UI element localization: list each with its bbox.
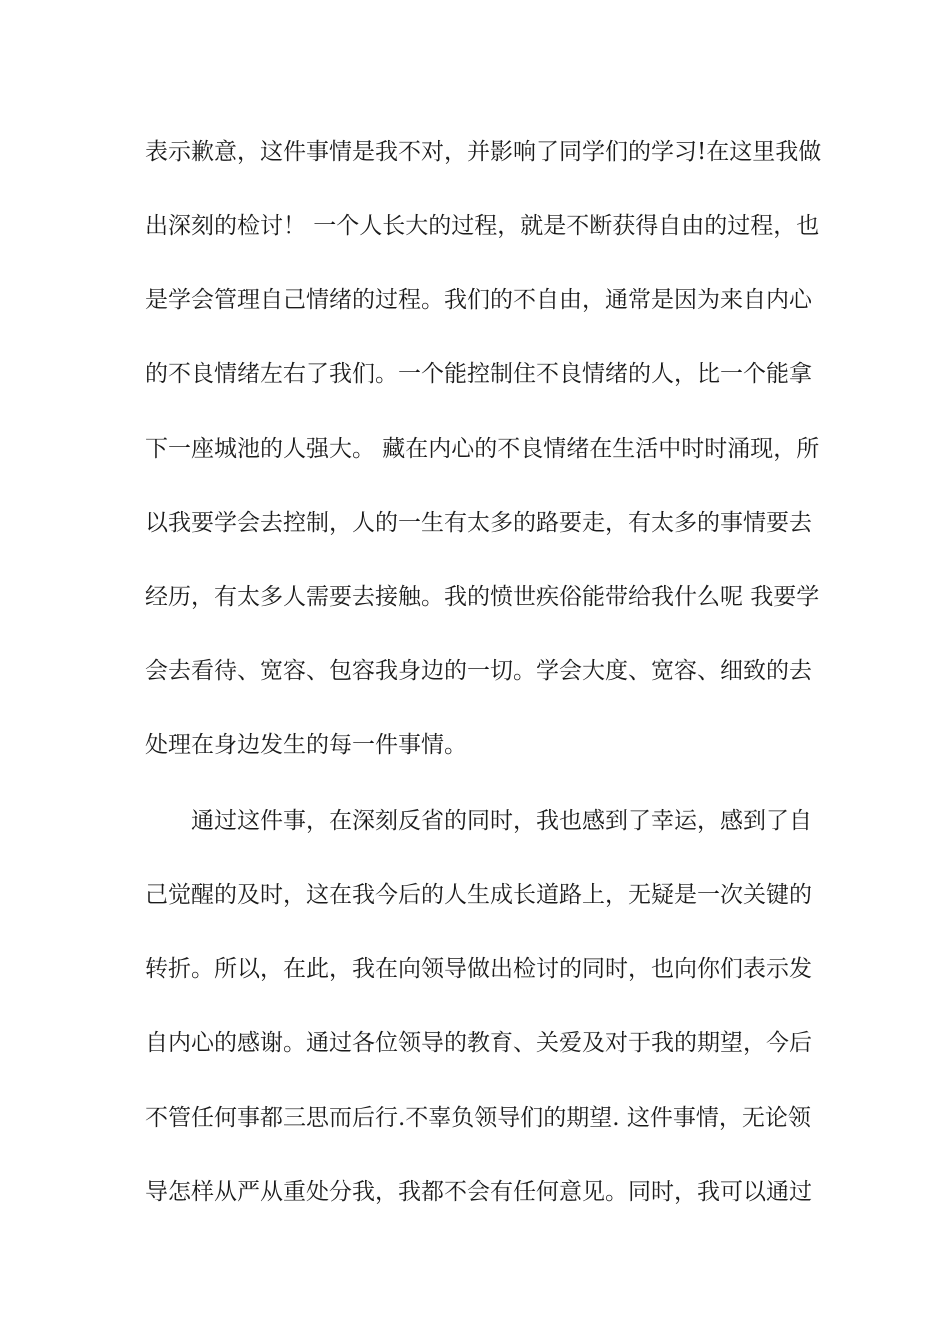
text-line-4: 的不良情绪左右了我们。一个能控制住不良情绪的人，比一个能拿 (145, 361, 812, 387)
text-line-11: 己觉醒的及时，这在我今后的人生成长道路上，无疑是一次关键的 (145, 882, 812, 908)
text-line-5: 下一座城池的人强大。 藏在内心的不良情绪在生活中时时涌现，所 (145, 436, 820, 462)
text-line-3: 是学会管理自己情绪的过程。我们的不自由，通常是因为来自内心 (145, 287, 812, 313)
text-line-13: 自内心的感谢。通过各位领导的教育、关爱及对于我的期望，今后 (145, 1030, 812, 1056)
text-line-6: 以我要学会去控制，人的一生有太多的路要走，有太多的事情要去 (145, 510, 812, 536)
text-line-7: 经历，有太多人需要去接触。我的愤世疾俗能带给我什么呢 我要学 (145, 584, 820, 610)
text-line-15: 导怎样从严从重处分我，我都不会有任何意见。同时，我可以通过 (145, 1179, 812, 1205)
text-line-12: 转折。所以，在此，我在向领导做出检讨的同时，也向你们表示发 (145, 956, 812, 982)
text-line-9: 处理在身边发生的每一件事情。 (145, 732, 467, 758)
text-line-8: 会去看待、宽容、包容我身边的一切。学会大度、宽容、细致的去 (145, 658, 812, 684)
text-line-2: 出深刻的检讨！ 一个人长大的过程，就是不断获得自由的过程，也 (145, 213, 820, 239)
text-line-1: 表示歉意，这件事情是我不对，并影响了同学们的学习!在这里我做 (145, 139, 822, 165)
text-line-10: 通过这件事，在深刻反省的同时，我也感到了幸运，感到了自 (191, 808, 812, 834)
text-line-14: 不管任何事都三思而后行.不辜负领导们的期望. 这件事情，无论领 (145, 1105, 811, 1131)
